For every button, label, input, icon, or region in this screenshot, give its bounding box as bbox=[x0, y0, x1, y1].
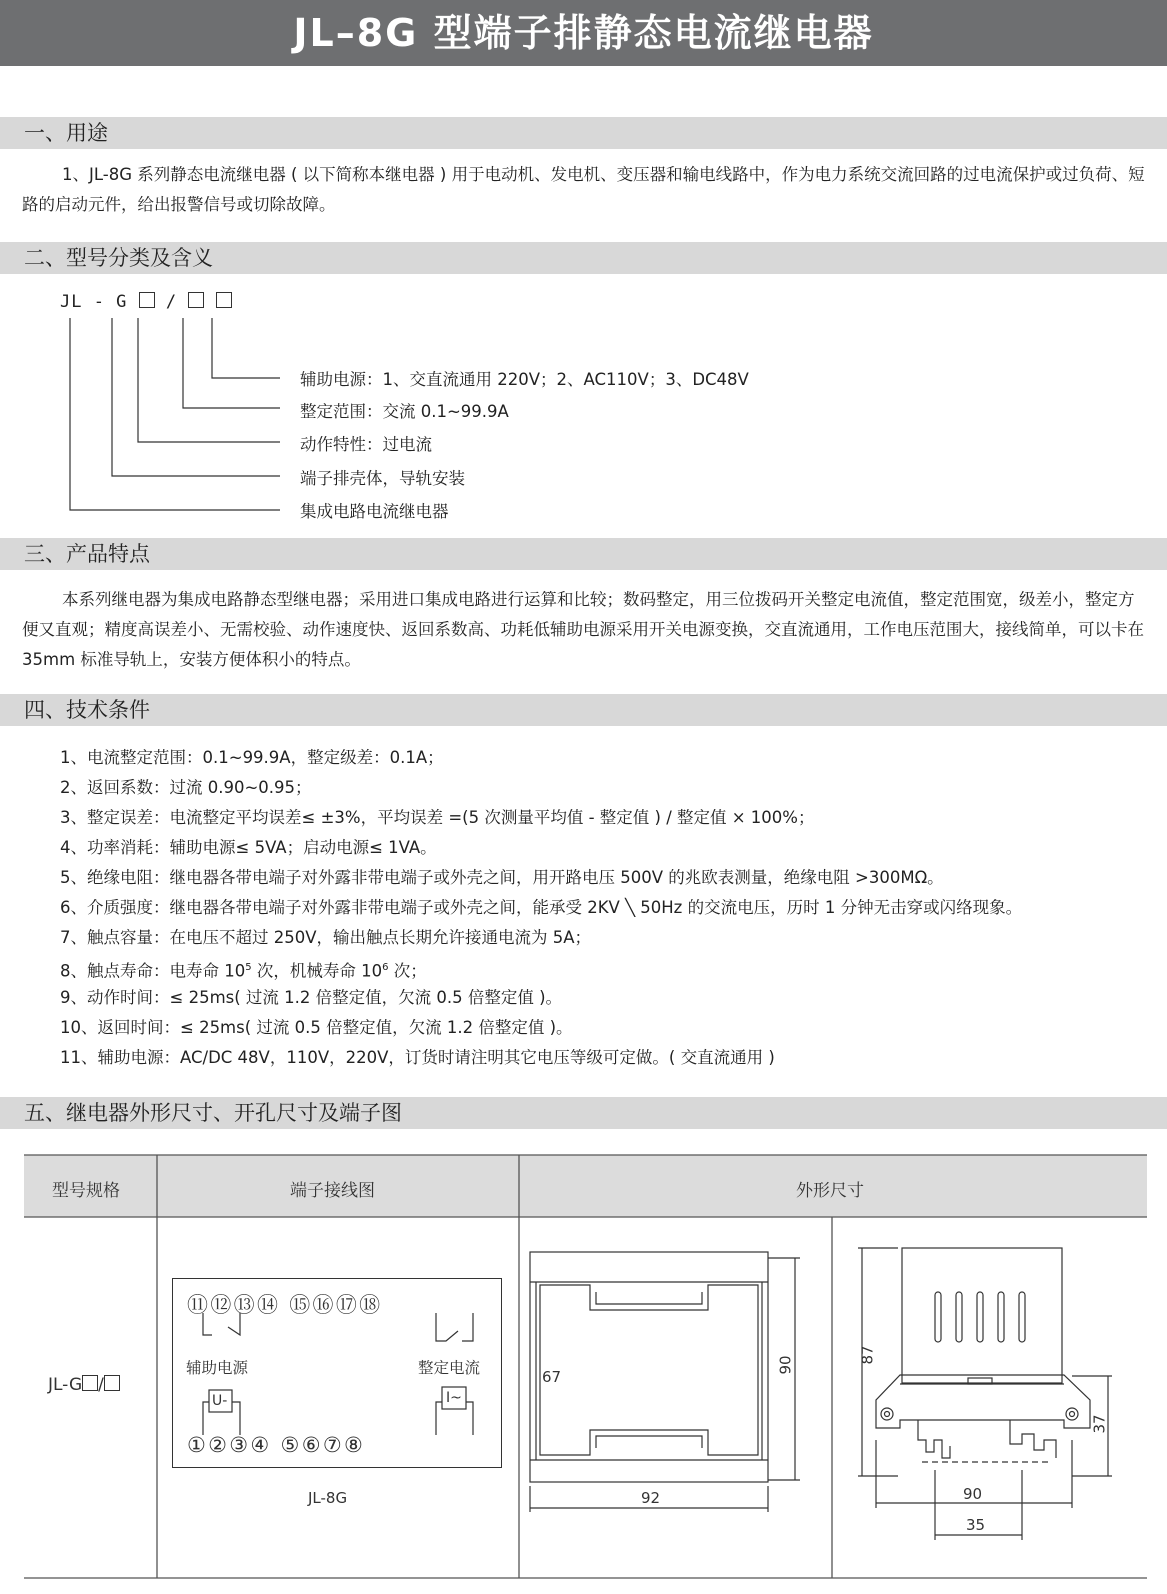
tech-item: 7、触点容量：在电压不超过 250V，输出触点长期允许接通电流为 5A； bbox=[60, 928, 592, 947]
table-header-dimensions: 外形尺寸 bbox=[796, 1181, 864, 1201]
model-desc-type: 集成电路电流继电器 bbox=[300, 502, 449, 521]
dim-90-vertical: 90 bbox=[776, 1355, 795, 1375]
tech-item: 9、动作时间：≤ 25ms( 过流 1.2 倍整定值，欠流 0.5 倍整定值 )。 bbox=[60, 988, 563, 1007]
page-title: JL–8G 型端子排静态电流继电器 bbox=[293, 11, 874, 55]
dim-35: 35 bbox=[966, 1516, 986, 1534]
section-title: 四、技术条件 bbox=[24, 698, 150, 722]
section-title: 一、用途 bbox=[24, 121, 108, 145]
model-code-slash: / bbox=[165, 292, 178, 312]
tech-item: 5、绝缘电阻：继电器各带电端子对外露非带电端子或外壳之间，用开路电压 500V 的兆欧表测量，绝缘电阻 >300MΩ。 bbox=[60, 868, 944, 887]
terminal-row-bottom: ①②③④ ⑤⑥⑦⑧ bbox=[187, 1433, 366, 1457]
model-spec-slash: / bbox=[98, 1375, 104, 1395]
tech-item: 8、触点寿命：电寿命 $10^5$ 次，机械寿命 $10^6$ 次； bbox=[60, 961, 427, 981]
terminal-row-top: ⑪⑫⑬⑭ ⑮⑯⑰⑱ bbox=[187, 1293, 383, 1317]
model-desc-action: 动作特性：过电流 bbox=[300, 435, 432, 454]
diagram-caption: JL-8G bbox=[308, 1489, 348, 1507]
dim-92: 92 bbox=[641, 1489, 661, 1507]
tech-item: 3、整定误差：电流整定平均误差≤ ±3%，平均误差 =(5 次测量平均值 - 整定值 ) / 整定值 × 100%； bbox=[60, 808, 815, 827]
tech-item: 10、返回时间：≤ 25ms( 过流 0.5 倍整定值，欠流 1.2 倍整定值 )。 bbox=[60, 1018, 573, 1037]
i-symbol: I~ bbox=[446, 1390, 462, 1406]
usage-paragraph: 1、JL-8G 系列静态电流继电器 ( 以下简称本继电器 ) 用于电动机、发电机、变压器和输电线路中，作为电力系统交流回路的过电流保护或过负荷、短路的启动元件，给出报警信号或切除故障。 bbox=[22, 165, 1145, 214]
model-code-prefix: JL - G bbox=[60, 292, 128, 312]
aux-power-label: 辅助电源 bbox=[186, 1359, 249, 1377]
setting-current-label: 整定电流 bbox=[418, 1359, 481, 1377]
dim-67: 67 bbox=[542, 1368, 562, 1386]
section-title: 三、产品特点 bbox=[24, 542, 150, 566]
model-desc-housing: 端子排壳体，导轨安装 bbox=[300, 469, 465, 488]
dim-37: 37 bbox=[1090, 1414, 1109, 1434]
table-header-model: 型号规格 bbox=[52, 1181, 120, 1201]
dim-87: 87 bbox=[858, 1345, 877, 1365]
tech-item: 11、辅助电源：AC/DC 48V，110V，220V，订货时请注明其它电压等级可定做。( 交直流通用 ) bbox=[60, 1048, 775, 1067]
tech-item: 4、功率消耗：辅助电源≤ 5VA；启动电源≤ 1VA。 bbox=[60, 838, 437, 857]
table-header-wiring: 端子接线图 bbox=[290, 1181, 375, 1201]
section-title: 五、继电器外形尺寸、开孔尺寸及端子图 bbox=[24, 1101, 402, 1125]
u-symbol: U- bbox=[212, 1393, 228, 1409]
tech-item: 2、返回系数：过流 0.90~0.95； bbox=[60, 778, 312, 797]
dim-90-horizontal: 90 bbox=[963, 1485, 983, 1503]
model-desc-aux-power: 辅助电源：1、交直流通用 220V；2、AC110V；3、DC48V bbox=[300, 370, 749, 389]
features-paragraph: 本系列继电器为集成电路静态型继电器；采用进口集成电路进行运算和比较；数码整定，用三位拨码开关整定电流值，整定范围宽，级差小，整定方便又直观；精度高误差小、无需校验、动作速度快、返回系数高、功耗低辅助电源采用开关电源变换，交直流通用，工作电压范围大，接线简单，可以卡在 35mm 标准导轨上，安装方便体积小的特点。 bbox=[22, 590, 1144, 669]
section-title: 二、型号分类及含义 bbox=[24, 246, 213, 270]
tech-item: 6、介质强度：继电器各带电端子对外露非带电端子或外壳之间，能承受 2KV ╲ 50Hz 的交流电压，历时 1 分钟无击穿或闪络现象。 bbox=[60, 898, 1023, 917]
model-spec-prefix: JL-G bbox=[48, 1375, 83, 1395]
tech-item: 1、电流整定范围：0.1~99.9A，整定级差：0.1A； bbox=[60, 748, 444, 767]
model-desc-setting-range: 整定范围：交流 0.1~99.9A bbox=[300, 402, 509, 421]
